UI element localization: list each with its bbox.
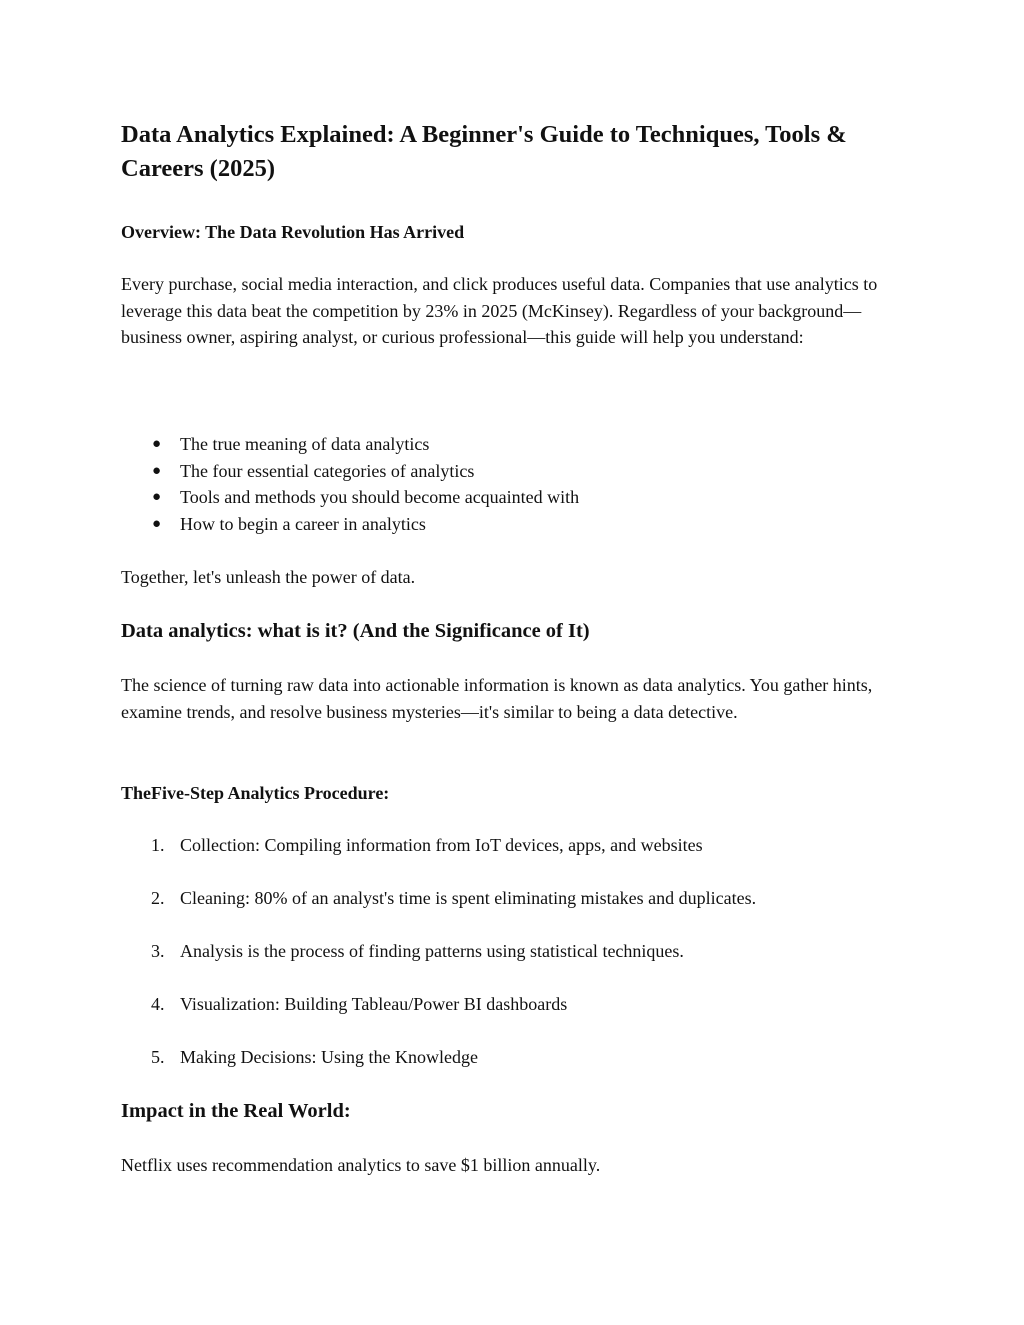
what-is-paragraph: The science of turning raw data into actionable information is known as data analytics. You gather hints, examine trends, and resolve business mysteries—it's similar to being a data detective. [121, 675, 873, 722]
list-item: ● How to begin a career in analytics [121, 511, 821, 538]
step-text: Making Decisions: Using the Knowledge [180, 1047, 478, 1067]
overview-closing: Together, let's unleash the power of data. [121, 567, 416, 587]
impact-heading: Impact in the Real World: [121, 1100, 351, 1122]
overview-heading: Overview: The Data Revolution Has Arrived [121, 222, 465, 242]
step-text: Collection: Compiling information from IoT devices, apps, and websites [180, 835, 703, 855]
step-number: 4. [151, 994, 165, 1014]
bullet-icon: ● [152, 462, 162, 479]
procedure-heading: TheFive-Step Analytics Procedure: [121, 783, 390, 803]
step-text: Analysis is the process of finding patterns using statistical techniques. [180, 941, 684, 961]
step-number: 2. [151, 888, 165, 908]
impact-paragraph: Netflix uses recommendation analytics to save $1 billion annually. [121, 1155, 601, 1175]
list-item: ● The true meaning of data analytics [121, 431, 821, 458]
bullet-icon: ● [152, 515, 162, 532]
overview-bullet-list [121, 431, 821, 537]
step-number: 5. [151, 1047, 165, 1067]
overview-paragraph: Every purchase, social media interaction, and click produces useful data. Companies that use analytics to leverage this data beat the competition by 23% in 2025 (McKinsey). Regardless of your background—business owner, aspiring analyst, or curious professional—this guide will help you understand: [121, 274, 878, 348]
bullet-icon: ● [152, 436, 162, 452]
list-item: ● Tools and methods you should become acquainted with [121, 484, 821, 511]
document-title: Data Analytics Explained: A Beginner's Guide to Techniques, Tools & Careers (2025) [121, 121, 847, 182]
step-text: Visualization: Building Tableau/Power BI dashboards [180, 994, 568, 1014]
list-item: ● The four essential categories of analytics [121, 458, 821, 485]
bullet-icon: ● [152, 489, 162, 505]
step-number: 3. [151, 941, 165, 961]
step-number: 1. [151, 835, 165, 855]
what-is-heading: Data analytics: what is it? (And the Significance of It) [121, 620, 590, 642]
step-text: Cleaning: 80% of an analyst's time is spent eliminating mistakes and duplicates. [180, 888, 757, 908]
